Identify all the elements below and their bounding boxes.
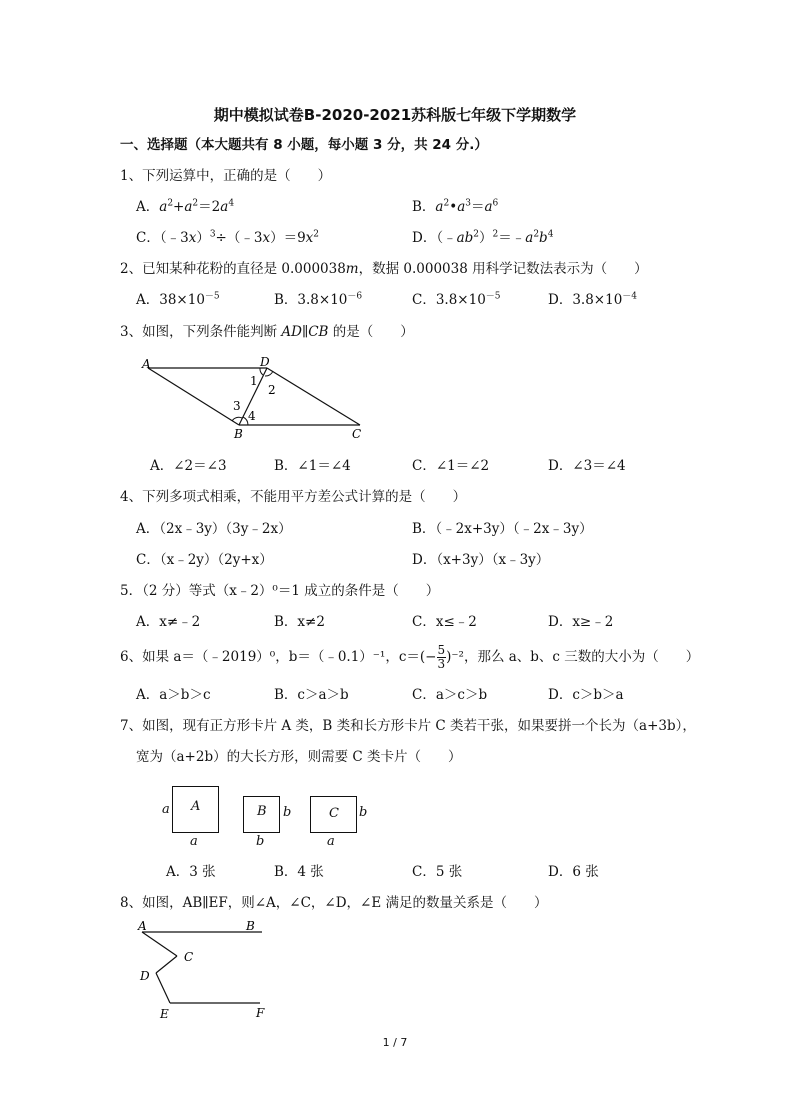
q1-option-a: A．$a^2+a^2=2a^4$ [136, 198, 235, 215]
card-a-square: A [172, 786, 219, 833]
q8-label-d: D [140, 969, 150, 983]
q3-option-d: D．∠3＝∠4 [548, 458, 626, 474]
q2-option-a: A．$38\times 10^{-5}$ [136, 291, 220, 308]
q7-option-a: A．3 张 [166, 864, 216, 880]
q4-option-c: C．（x﹣2y）（2y+x） [136, 552, 273, 568]
question-6-stem: 6、如果 a＝（﹣2019）⁰，b＝（﹣0.1）⁻¹，c＝(− $\frac{5}{3}$ )⁻²，那么 a、b、c 三数的大小为（ ） [120, 643, 700, 671]
card-a-side-label: a [162, 802, 170, 817]
q4-option-b: B．（﹣2x+3y）（﹣2x﹣3y） [412, 521, 593, 537]
q2-option-b: B．$3.8\times 10^{-6}$ [274, 291, 363, 308]
card-b-side-label: b [283, 805, 292, 820]
q3-angle-4: 4 [248, 409, 256, 423]
q6-fraction: $\frac{5}{3}$ [437, 643, 446, 671]
question-7-line-2: 宽为（a+2b）的大长方形，则需要 C 类卡片（ ） [136, 749, 462, 765]
q3-option-b: B．∠1＝∠4 [274, 458, 351, 474]
page-number: 1 / 7 [382, 1036, 408, 1049]
card-b-square: B [243, 796, 280, 833]
card-c-bottom-label: a [327, 834, 335, 849]
q3-angle-3: 3 [233, 399, 241, 413]
q7-option-d: D．6 张 [548, 864, 599, 880]
q3-option-c: C．∠1＝∠2 [412, 458, 490, 474]
q3-label-a: A [142, 357, 151, 371]
q3-option-a: A．∠2＝∠3 [150, 458, 227, 474]
q2-option-d: D．$3.8\times 10^{-4}$ [548, 291, 638, 308]
q3-label-b: B [234, 427, 243, 441]
q4-option-a: A．（2x﹣3y）（3y﹣2x） [136, 521, 292, 537]
q8-label-b: B [246, 919, 255, 933]
card-c-rectangle: C [310, 796, 357, 833]
q1-option-b: B．$a^2•a^3=a^6$ [412, 198, 499, 215]
card-c-side-label: b [359, 805, 368, 820]
q3-angle-2: 2 [268, 383, 276, 397]
q6-option-b: B．c＞a＞b [274, 687, 349, 703]
q7-option-c: C．5 张 [412, 864, 463, 880]
q4-option-d: D．（x+3y）（x﹣3y） [412, 552, 550, 568]
question-3-stem: 3、如图，下列条件能判断 AD∥CB 的是（ ） [120, 324, 414, 340]
q3-parallelogram-figure [136, 354, 376, 444]
question-8-stem: 8、如图，AB∥EF，则∠A，∠C，∠D，∠E 满足的数量关系是（ ） [120, 895, 548, 911]
q2-option-c: C．$3.8\times 10^{-5}$ [412, 291, 501, 308]
q8-label-a: A [138, 919, 147, 933]
q5-option-c: C．x≤﹣2 [412, 614, 477, 630]
q8-label-f: F [256, 1006, 265, 1020]
q8-label-c: C [184, 950, 194, 964]
question-2-stem: 2、已知某种花粉的直径是 0.000038m，数据 0.000038 用科学记数法表示为（ ） [120, 261, 648, 277]
question-5-stem: 5．（2 分）等式（x﹣2）⁰＝1 成立的条件是（ ） [120, 583, 440, 599]
q3-angle-1: 1 [250, 374, 258, 388]
q5-option-d: D．x≥﹣2 [548, 614, 614, 630]
q7-option-b: B．4 张 [274, 864, 324, 880]
q8-parallel-lines-figure [132, 918, 282, 1028]
q6-option-c: C．a＞c＞b [412, 687, 488, 703]
q3-label-d: D [260, 355, 270, 369]
card-a-bottom-label: a [190, 834, 198, 849]
q8-label-e: E [160, 1007, 169, 1021]
question-4-stem: 4、下列多项式相乘，不能用平方差公式计算的是（ ） [120, 489, 467, 505]
q3-label-c: C [352, 427, 362, 441]
page-title: 期中模拟试卷B-2020-2021苏科版七年级下学期数学 [213, 106, 577, 124]
q5-option-a: A．x≠﹣2 [136, 614, 201, 630]
card-b-bottom-label: b [256, 834, 265, 849]
q5-option-b: B．x≠2 [274, 614, 325, 630]
q6-option-a: A．a＞b＞c [136, 687, 211, 703]
question-7-line-1: 7、如图，现有正方形卡片 A 类，B 类和长方形卡片 C 类若干张，如果要拼一个长为（a+3b）， [120, 718, 696, 734]
q1-option-d: D．$(﹣ab^2)^2=﹣a^2b^4$ [412, 229, 554, 246]
q1-option-c: C．$(﹣3x)^3\div(﹣3x)=9x^2$ [136, 229, 320, 246]
question-1-stem: 1、下列运算中，正确的是（ ） [120, 168, 332, 184]
section-heading: 一、选择题（本大题共有 8 小题，每小题 3 分，共 24 分.） [120, 137, 488, 153]
q6-option-d: D．c＞b＞a [548, 687, 624, 703]
